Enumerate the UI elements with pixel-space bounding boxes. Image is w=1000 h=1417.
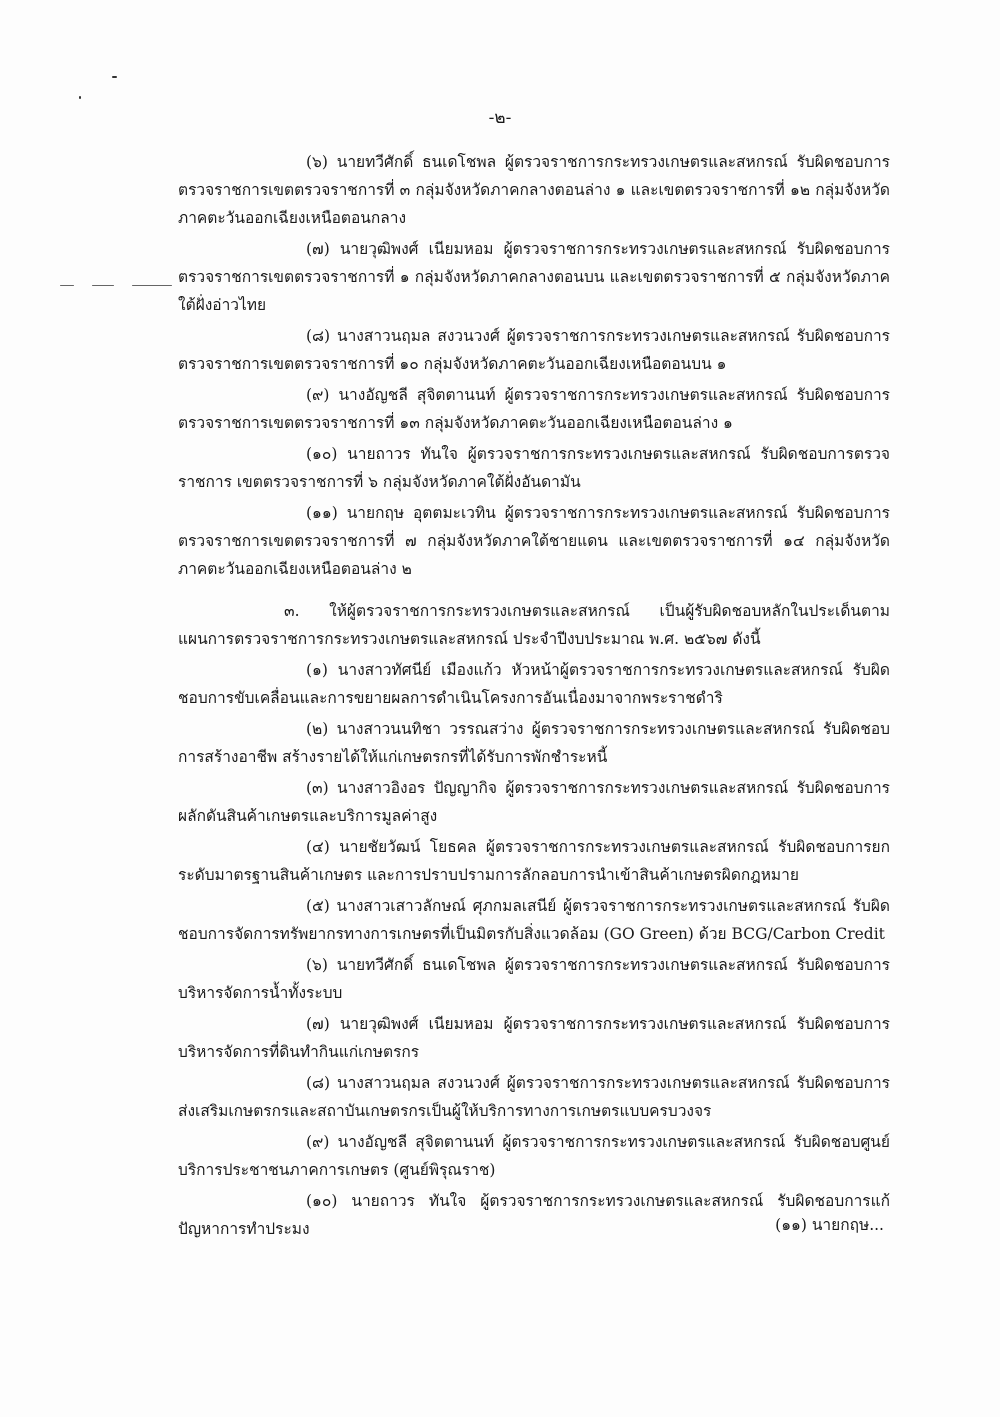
scan-dash — [132, 285, 172, 286]
paragraph-clause-3-10: (๑๐) นายถาวร ทันใจ ผู้ตรวจราชการกระทรวงเกษตรและสหกรณ์ รับผิดชอบการแก้ปัญหาการทำประมง — [178, 1192, 890, 1238]
paragraph-clause-2-6: (๖) นายทวีศักดิ์ ธนเดโชพล ผู้ตรวจราชการกระทรวงเกษตรและสหกรณ์ รับผิดชอบการตรวจราชการเขตตรวจราชการที่ ๓ กลุ่มจังหวัดภาคกลางตอนล่าง ๑ และเขตตรวจราชการที่ ๑๒ กลุ่มจังหวัดภาคตะวันออกเฉียงเหนือตอนกลาง — [178, 153, 890, 227]
document-body — [178, 148, 890, 1246]
paragraph-clause-3-3: (๓) นางสาวอิงอร ปัญญากิจ ผู้ตรวจราชการกระทรวงเกษตรและสหกรณ์ รับผิดชอบการผลักดันสินค้าเกษตรและบริการมูลค่าสูง — [178, 779, 890, 825]
paragraph-clause-3-2: (๒) นางสาวนนทิชา วรรณสว่าง ผู้ตรวจราชการกระทรวงเกษตรและสหกรณ์ รับผิดชอบการสร้างอาชีพ สร้างรายได้ให้แก่เกษตรกรที่ได้รับการพักชำระหนี้ — [178, 720, 890, 766]
paragraph-clause-2-11: (๑๑) นายกฤษ อุตตมะเวทิน ผู้ตรวจราชการกระทรวงเกษตรและสหกรณ์ รับผิดชอบการตรวจราชการเขตตรวจราชการที่ ๗ กลุ่มจังหวัดภาคใต้ชายแดน และเขตตรวจราชการที่ ๑๔ กลุ่มจังหวัดภาคตะวันออกเฉียงเหนือตอนล่าง ๒ — [178, 504, 890, 578]
paragraph-section-3: ๓. ให้ผู้ตรวจราชการกระทรวงเกษตรและสหกรณ์ เป็นผู้รับผิดชอบหลักในประเด็นตามแผนการตรวจราชการกระทรวงเกษตรและสหกรณ์ ประจำปีงบประมาณ พ.ศ. ๒๕๖๗ ดังนี้ — [178, 602, 890, 648]
paragraph-clause-2-8: (๘) นางสาวนฤมล สงวนวงศ์ ผู้ตรวจราชการกระทรวงเกษตรและสหกรณ์ รับผิดชอบการตรวจราชการเขตตรวจราชการที่ ๑๐ กลุ่มจังหวัดภาคตะวันออกเฉียงเหนือตอนบน ๑ — [178, 327, 890, 373]
scan-dash — [92, 285, 114, 286]
paragraph-clause-3-7: (๗) นายวุฒิพงศ์ เนียมหอม ผู้ตรวจราชการกระทรวงเกษตรและสหกรณ์ รับผิดชอบการบริหารจัดการที่ดินทำกินแก่เกษตรกร — [178, 1015, 890, 1061]
paragraph-clause-3-8: (๘) นางสาวนฤมล สงวนวงศ์ ผู้ตรวจราชการกระทรวงเกษตรและสหกรณ์ รับผิดชอบการส่งเสริมเกษตรกรและสถาบันเกษตรกรเป็นผู้ให้บริการทางการเกษตรแบบครบวงจร — [178, 1074, 890, 1120]
paragraph-clause-3-4: (๔) นายชัยวัฒน์ โยธคล ผู้ตรวจราชการกระทรวงเกษตรและสหกรณ์ รับผิดชอบการยกระดับมาตรฐานสินค้าเกษตร และการปราบปรามการลักลอบการนำเข้าสินค้าเกษตรผิดกฎหมาย — [178, 838, 890, 884]
paragraph-clause-3-9: (๙) นางอัญชลี สุจิตตานนท์ ผู้ตรวจราชการกระทรวงเกษตรและสหกรณ์ รับผิดชอบศูนย์บริการประชาชนภาคการเกษตร (ศูนย์พิรุณราช) — [178, 1133, 890, 1179]
paragraph-clause-3-6: (๖) นายทวีศักดิ์ ธนเดโชพล ผู้ตรวจราชการกระทรวงเกษตรและสหกรณ์ รับผิดชอบการบริหารจัดการน้ำทั้งระบบ — [178, 956, 890, 1002]
paragraph-clause-2-7: (๗) นายวุฒิพงศ์ เนียมหอม ผู้ตรวจราชการกระทรวงเกษตรและสหกรณ์ รับผิดชอบการตรวจราชการเขตตรวจราชการที่ ๑ กลุ่มจังหวัดภาคกลางตอนบน และเขตตรวจราชการที่ ๕ กลุ่มจังหวัดภาคใต้ฝั่งอ่าวไทย — [178, 240, 890, 314]
paragraph-clause-2-10: (๑๐) นายถาวร ทันใจ ผู้ตรวจราชการกระทรวงเกษตรและสหกรณ์ รับผิดชอบการตรวจราชการ เขตตรวจราชการที่ ๖ กลุ่มจังหวัดภาคใต้ฝั่งอันดามัน — [178, 445, 890, 491]
paragraph-clause-3-1: (๑) นางสาวทัศนีย์ เมืองแก้ว หัวหน้าผู้ตรวจราชการกระทรวงเกษตรและสหกรณ์ รับผิดชอบการขับเคลื่อนและการขยายผลการดำเนินโครงการอันเนื่องมาจากพระราชดำริ — [178, 661, 890, 707]
paragraph-clause-2-9: (๙) นางอัญชลี สุจิตตานนท์ ผู้ตรวจราชการกระทรวงเกษตรและสหกรณ์ รับผิดชอบการตรวจราชการเขตตรวจราชการที่ ๑๓ กลุ่มจังหวัดภาคตะวันออกเฉียงเหนือตอนล่าง ๑ — [178, 386, 890, 432]
page-number: -๒- — [488, 108, 512, 128]
continuation-reference: (๑๑) นายกฤษ... — [775, 1216, 884, 1234]
scan-dash — [60, 285, 74, 286]
scan-speck — [79, 96, 81, 99]
scan-speck — [112, 76, 117, 78]
paragraph-clause-3-5: (๕) นางสาวเสาวลักษณ์ ศุภกมลเสนีย์ ผู้ตรวจราชการกระทรวงเกษตรและสหกรณ์ รับผิดชอบการจัดการทรัพยากรทางการเกษตรที่เป็นมิตรกับสิ่งแวดล้อม (GO Green) ด้วย BCG/Carbon Credit — [178, 897, 890, 943]
